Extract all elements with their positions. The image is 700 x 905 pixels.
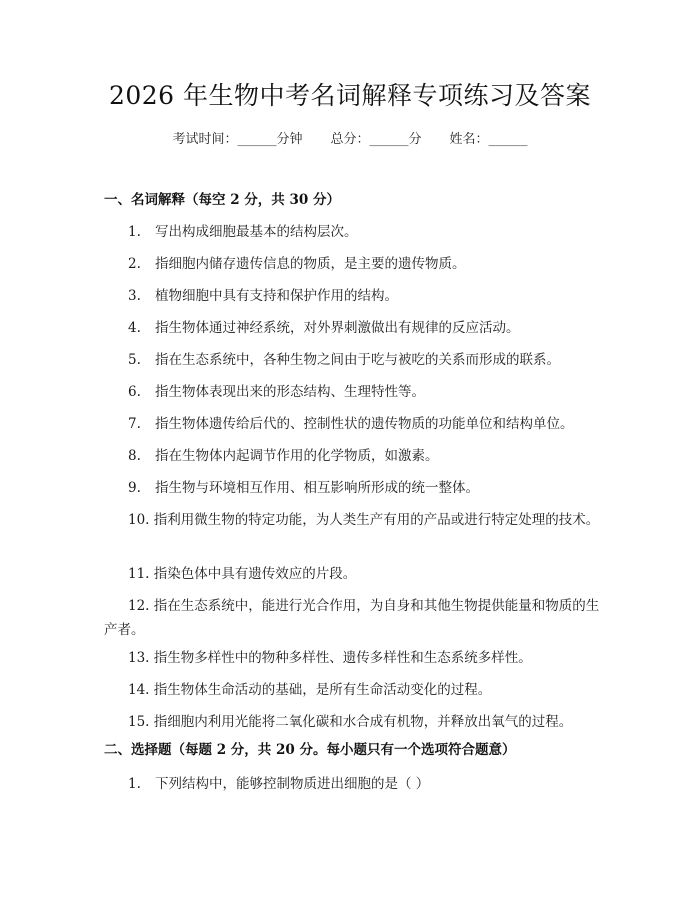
question-text: 指生物体生命活动的基础，是所有生命活动变化的过程。 xyxy=(153,682,492,698)
question-number: 14. xyxy=(128,682,150,698)
question-text: 下列结构中，能够控制物质进出细胞的是（ ） xyxy=(155,776,430,792)
question-number: 13. xyxy=(128,650,150,666)
question-item xyxy=(104,594,604,642)
question-text: 指生物体表现出来的形态结构、生理特性等。 xyxy=(155,384,425,400)
question-number: 2. xyxy=(128,256,141,272)
question-number: 12. xyxy=(128,598,150,614)
question-item xyxy=(104,646,604,670)
question-text: 指在生态系统中，各种生物之间由于吃与被吃的关系而形成的联系。 xyxy=(155,352,560,368)
question-item xyxy=(104,380,604,404)
question-item xyxy=(104,444,604,468)
page-title: 2026 年生物中考名词解释专项练习及答案 xyxy=(108,81,592,110)
question-number: 11. xyxy=(128,566,150,582)
question-text: 指细胞内储存遗传信息的物质，是主要的遗传物质。 xyxy=(155,256,466,272)
question-text: 指染色体中具有遗传效应的片段。 xyxy=(153,566,357,582)
question-item xyxy=(104,710,604,734)
question-text: 指生物与环境相互作用、相互影响所形成的统一整体。 xyxy=(155,480,479,496)
question-number: 10. xyxy=(128,512,150,528)
question-number: 5. xyxy=(128,352,141,368)
question-number: 9. xyxy=(128,480,141,496)
question-number: 7. xyxy=(128,416,141,432)
question-item xyxy=(104,562,604,586)
question-item xyxy=(104,476,604,500)
question-text: 指生物体通过神经系统，对外界刺激做出有规律的反应活动。 xyxy=(155,320,520,336)
question-item xyxy=(104,348,604,372)
exam-score: 总分：______分 xyxy=(330,132,422,147)
question-number: 4. xyxy=(128,320,141,336)
question-number: 6. xyxy=(128,384,141,400)
question-text: 写出构成细胞最基本的结构层次。 xyxy=(155,224,358,240)
question-item xyxy=(104,412,604,436)
question-text: 指在生态系统中，能进行光合作用，为自身和其他生物提供能量和物质的生产者。 xyxy=(104,598,600,638)
question-item xyxy=(104,252,604,276)
question-number: 1. xyxy=(128,776,141,792)
question-item xyxy=(104,284,604,308)
question-item xyxy=(104,316,604,340)
exam-meta xyxy=(0,130,700,150)
section-1-heading: 一、名词解释（每空 2 分，共 30 分） xyxy=(104,192,340,208)
question-text: 指细胞内利用光能将二氧化碳和水合成有机物，并释放出氧气的过程。 xyxy=(153,714,573,730)
question-number: 8. xyxy=(128,448,141,464)
question-text: 指利用微生物的特定功能，为人类生产有用的产品或进行特定处理的技术。 xyxy=(153,512,600,528)
question-text: 指生物多样性中的物种多样性、遗传多样性和生态系统多样性。 xyxy=(153,650,532,666)
question-item xyxy=(104,678,604,702)
question-text: 指在生物体内起调节作用的化学物质，如激素。 xyxy=(155,448,439,464)
question-item xyxy=(104,508,604,532)
question-number: 15. xyxy=(128,714,150,730)
question-text: 指生物体遗传给后代的、控制性状的遗传物质的功能单位和结构单位。 xyxy=(155,416,574,432)
question-item xyxy=(104,220,604,244)
question-number: 1. xyxy=(128,224,141,240)
student-name: 姓名：______ xyxy=(449,132,528,147)
section-2-heading: 二、选择题（每题 2 分，共 20 分。每小题只有一个选项符合题意） xyxy=(104,742,516,758)
question-item xyxy=(104,772,604,796)
exam-time: 考试时间：______分钟 xyxy=(172,132,303,147)
question-number: 3. xyxy=(128,288,141,304)
question-text: 植物细胞中具有支持和保护作用的结构。 xyxy=(155,288,398,304)
